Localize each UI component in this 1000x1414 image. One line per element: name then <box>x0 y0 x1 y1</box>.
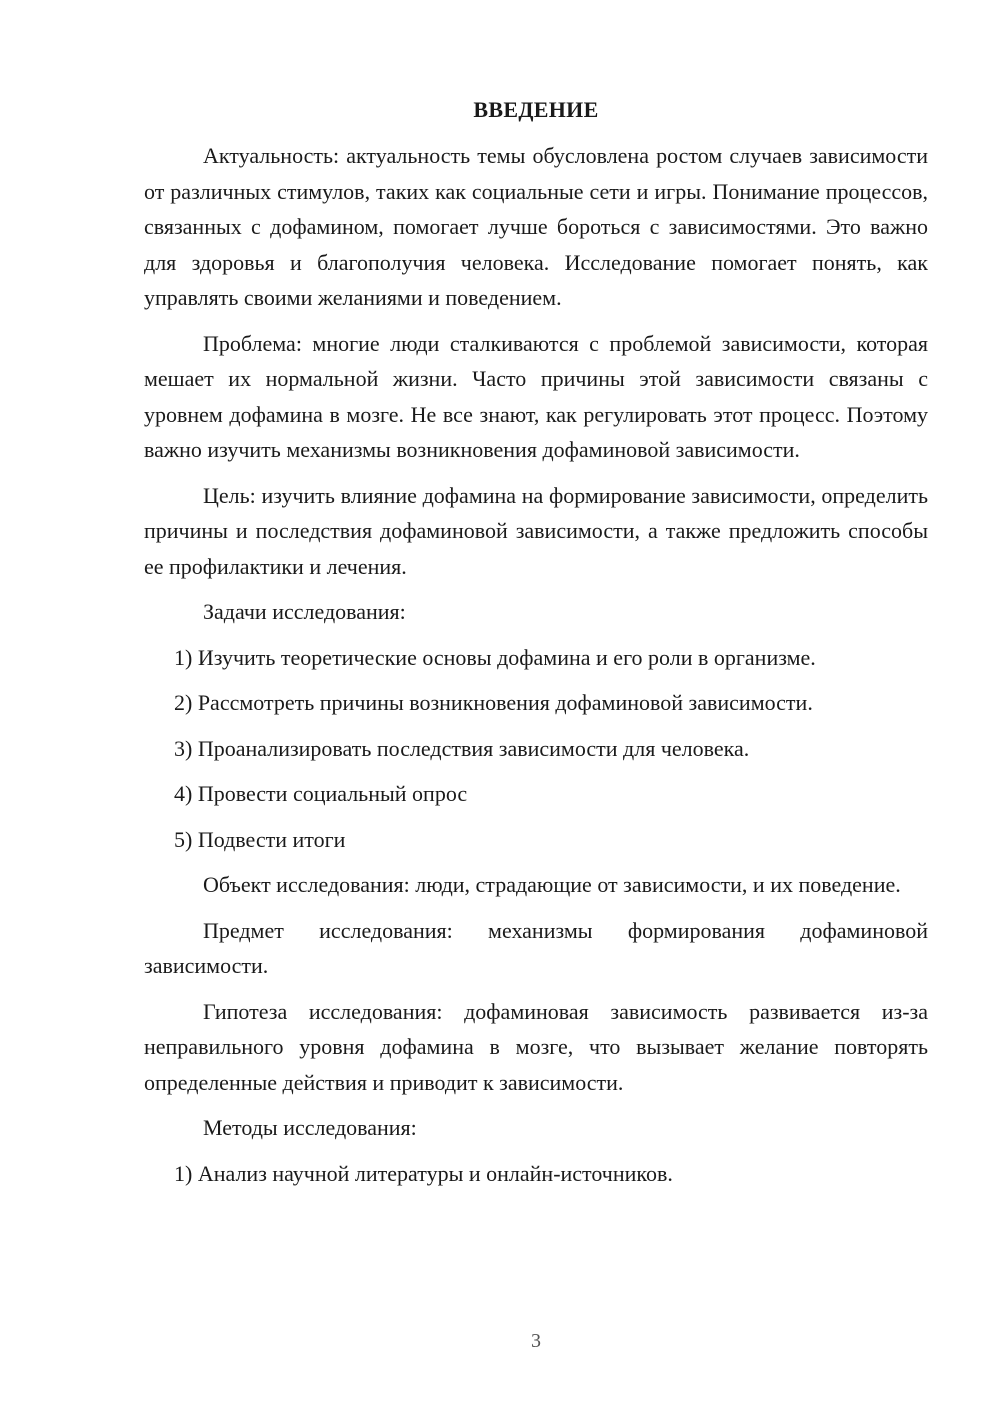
page-number: 3 <box>531 1330 541 1352</box>
task-item-3: 3) Проанализировать последствия зависимости для человека. <box>174 735 750 761</box>
paragraph-problem: Проблема: многие люди сталкиваются с проблемой зависимости, которая мешает их нормальной жизни. Часто причины этой зависимости связаны с уровнем дофамина в мозге. Не все знают, как регулировать этот процесс. Поэтому важно изучить механизмы возникновения дофаминовой зависимости. <box>144 330 928 462</box>
task-item-4: 4) Провести социальный опрос <box>174 781 468 806</box>
page-title: ВВЕДЕНИЕ <box>473 97 599 122</box>
task-item-5: 5) Подвести итоги <box>174 826 346 852</box>
method-item-1: 1) Анализ научной литературы и онлайн-источников. <box>174 1160 673 1186</box>
paragraph-subject: Предмет исследования: механизмы формирования дофаминовой зависимости. <box>144 917 928 978</box>
task-item-1: 1) Изучить теоретические основы дофамина и его роли в организме. <box>174 644 816 670</box>
paragraph-hypothesis: Гипотеза исследования: дофаминовая зависимость развивается из-за неправильного уровня дофамина в мозге, что вызывает желание повторять определенные действия и приводит к зависимости. <box>144 998 928 1095</box>
task-item-2: 2) Рассмотреть причины возникновения дофаминовой зависимости. <box>174 690 813 715</box>
paragraph-goal: Цель: изучить влияние дофамина на формирование зависимости, определить причины и последствия дофаминовой зависимости, а также предложить способы ее профилактики и лечения. <box>144 482 928 579</box>
paragraph-object: Объект исследования: люди, страдающие от зависимости, и их поведение. <box>203 872 901 897</box>
document-page <box>144 96 928 1201</box>
tasks-heading: Задачи исследования: <box>203 599 406 624</box>
paragraph-relevance: Актуальность: актуальность темы обусловлена ростом случаев зависимости от различных стимулов, таких как социальные сети и игры. Понимание процессов, связанных с дофамином, помогает лучше бороться с зависимостями. Это важно для здоровья и благополучия человека. Исследование помогает понять, как управлять своими желаниями и поведением. <box>144 143 928 310</box>
methods-heading: Методы исследования: <box>203 1115 417 1140</box>
